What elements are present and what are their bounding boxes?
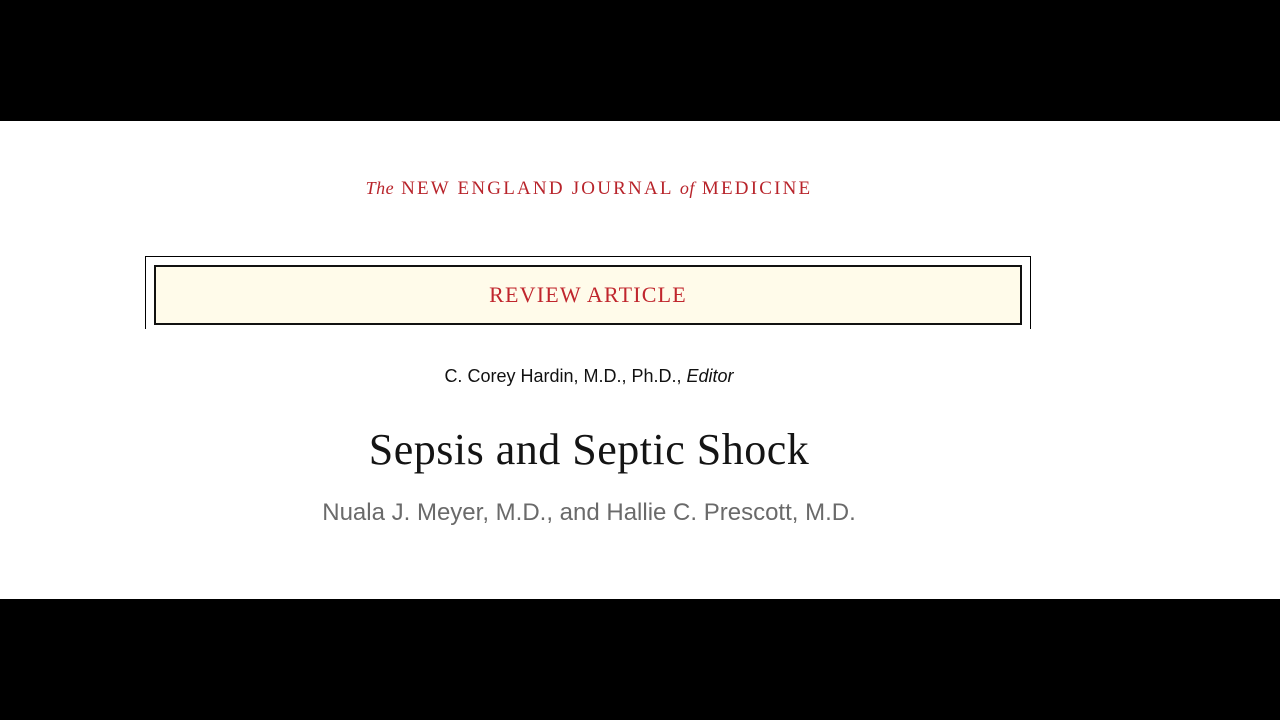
letterbox-top (0, 0, 1280, 121)
masthead-of: of (679, 178, 695, 198)
article-title: Sepsis and Septic Shock (368, 425, 810, 474)
article-page (0, 121, 1280, 599)
masthead-name: NEW ENGLAND JOURNAL (401, 178, 673, 199)
editor-credit (0, 366, 1178, 387)
journal-masthead (0, 178, 1178, 200)
masthead-medicine: MEDICINE (701, 178, 813, 199)
article-authors: Nuala J. Meyer, M.D., and Hallie C. Prescott, M.D. (322, 499, 856, 526)
letterbox-bottom (0, 599, 1280, 720)
section-label: REVIEW ARTICLE (489, 282, 687, 307)
masthead-the: The (365, 178, 395, 198)
section-banner (154, 265, 1022, 325)
editor-role: Editor (686, 366, 734, 386)
editor-name: C. Corey Hardin, M.D., Ph.D., (444, 366, 682, 386)
